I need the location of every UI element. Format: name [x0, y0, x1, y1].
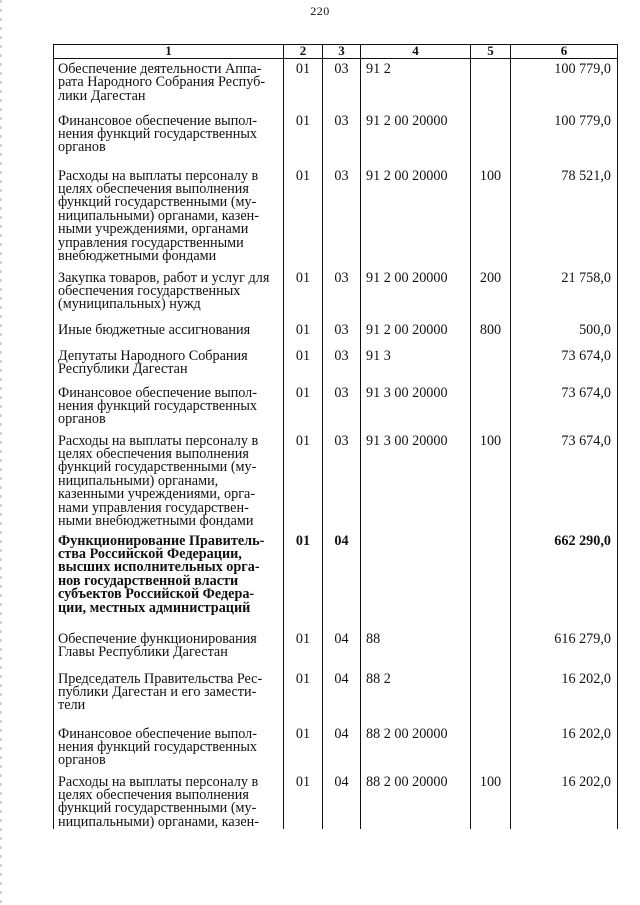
cell-expense-type: 200 [471, 268, 511, 320]
cell-amount: 73 674,0 [511, 431, 618, 531]
cell-section: 01 [284, 669, 323, 724]
cell-amount: 500,0 [511, 320, 618, 346]
row-label: Закупка товаров, работ и услуг для обеспечения государственных (муниципальных) нужд [58, 269, 270, 313]
cell-target-article [361, 531, 471, 629]
row-label: Функционирование Правитель-ства Российской Федерации, высших исполнительных орга-нов государственной власти субъектов Российской Федера-ции, местных администраций [58, 532, 265, 616]
cell-name [54, 268, 284, 320]
cell-subsection: 03 [323, 383, 361, 431]
header-col-1: 1 [54, 45, 284, 59]
cell-target-article: 91 2 00 20000 [361, 111, 471, 166]
cell-subsection: 03 [323, 346, 361, 383]
table-row [54, 268, 618, 320]
row-label: Финансовое обеспечение выпол-нения функций государственных органов [58, 112, 257, 156]
cell-subsection: 04 [323, 772, 361, 830]
budget-table [53, 44, 618, 829]
cell-target-article: 91 2 00 20000 [361, 320, 471, 346]
cell-name [54, 724, 284, 772]
cell-target-article: 91 3 00 20000 [361, 431, 471, 531]
cell-amount: 73 674,0 [511, 383, 618, 431]
table-row [54, 166, 618, 268]
row-label: Обеспечение деятельности Аппа-рата Народного Собрания Респуб-лики Дагестан [58, 61, 266, 104]
cell-target-article: 88 [361, 629, 471, 669]
cell-expense-type [471, 629, 511, 669]
cell-amount: 73 674,0 [511, 346, 618, 383]
table-row [54, 111, 618, 166]
cell-amount: 100 779,0 [511, 59, 618, 111]
row-label: Расходы на выплаты персоналу в целях обеспечения выполнения функций государственными (му-ниципальными) органами, казен- [58, 773, 259, 830]
cell-section: 01 [284, 268, 323, 320]
cell-subsection: 03 [323, 320, 361, 346]
table-header [54, 45, 618, 59]
cell-expense-type: 800 [471, 320, 511, 346]
header-col-5: 5 [471, 45, 511, 59]
table-row [54, 772, 618, 830]
cell-name [54, 166, 284, 268]
cell-target-article: 91 3 [361, 346, 471, 383]
cell-amount: 21 758,0 [511, 268, 618, 320]
cell-target-article: 88 2 00 20000 [361, 772, 471, 830]
cell-name [54, 383, 284, 431]
header-col-3: 3 [323, 45, 361, 59]
row-label: Расходы на выплаты персоналу в целях обеспечения выполнения функций государственными (му-ниципальными) органами, казен-ными учреждениями, органами управления государственными внебюджетными фондами [58, 167, 259, 264]
cell-expense-type [471, 111, 511, 166]
cell-target-article: 91 2 00 20000 [361, 268, 471, 320]
table-row [54, 431, 618, 531]
cell-section: 01 [284, 629, 323, 669]
cell-subsection: 03 [323, 166, 361, 268]
table-row [54, 320, 618, 346]
cell-amount: 16 202,0 [511, 669, 618, 724]
cell-subsection: 03 [323, 111, 361, 166]
row-label: Депутаты Народного Собрания Республики Дагестан [58, 347, 248, 377]
cell-section: 01 [284, 346, 323, 383]
cell-subsection: 03 [323, 431, 361, 531]
cell-amount: 616 279,0 [511, 629, 618, 669]
cell-amount: 78 521,0 [511, 166, 618, 268]
cell-amount: 100 779,0 [511, 111, 618, 166]
cell-expense-type [471, 531, 511, 629]
cell-section: 01 [284, 166, 323, 268]
table-row [54, 669, 618, 724]
row-label: Расходы на выплаты персоналу в целях обеспечения выполнения функций государственными (му-ниципальными) органами, казенными учреждениями, орга-нами управления государствен-ными внебюджетными фондами [58, 432, 259, 529]
row-label: Председатель Правительства Рес-публики Дагестан и его замести-тели [58, 670, 263, 714]
cell-target-article: 88 2 00 20000 [361, 724, 471, 772]
cell-section: 01 [284, 383, 323, 431]
cell-subsection: 04 [323, 724, 361, 772]
cell-section: 01 [284, 431, 323, 531]
cell-section: 01 [284, 724, 323, 772]
cell-expense-type: 100 [471, 431, 511, 531]
cell-name [54, 346, 284, 383]
cell-target-article: 91 3 00 20000 [361, 383, 471, 431]
cell-subsection: 04 [323, 531, 361, 629]
cell-name [54, 59, 284, 111]
cell-expense-type: 100 [471, 166, 511, 268]
row-label: Финансовое обеспечение выпол-нения функций государственных органов [58, 725, 257, 769]
cell-expense-type [471, 669, 511, 724]
cell-subsection: 03 [323, 59, 361, 111]
cell-section: 01 [284, 59, 323, 111]
cell-subsection: 04 [323, 669, 361, 724]
cell-name [54, 431, 284, 531]
cell-section: 01 [284, 320, 323, 346]
row-label: Финансовое обеспечение выпол-нения функций государственных органов [58, 384, 257, 428]
row-label: Обеспечение функционирования Главы Республики Дагестан [58, 630, 257, 660]
cell-subsection: 03 [323, 268, 361, 320]
cell-expense-type [471, 59, 511, 111]
cell-section: 01 [284, 531, 323, 629]
header-row [54, 45, 618, 59]
cell-amount: 16 202,0 [511, 724, 618, 772]
cell-name [54, 320, 284, 346]
cell-target-article: 88 2 [361, 669, 471, 724]
cell-expense-type: 100 [471, 772, 511, 830]
cell-name [54, 669, 284, 724]
cell-expense-type [471, 724, 511, 772]
cell-expense-type [471, 383, 511, 431]
table-row [54, 724, 618, 772]
table-row [54, 531, 618, 629]
cell-name [54, 531, 284, 629]
cell-expense-type [471, 346, 511, 383]
cell-target-article: 91 2 00 20000 [361, 166, 471, 268]
cell-name [54, 772, 284, 830]
table-row [54, 346, 618, 383]
header-col-2: 2 [284, 45, 323, 59]
cell-section: 01 [284, 772, 323, 830]
table-row [54, 629, 618, 669]
header-col-6: 6 [511, 45, 618, 59]
cell-section: 01 [284, 111, 323, 166]
row-label: Иные бюджетные ассигнования [58, 321, 251, 338]
header-col-4: 4 [361, 45, 471, 59]
table-row [54, 383, 618, 431]
cell-subsection: 04 [323, 629, 361, 669]
scan-edge-artifact [0, 0, 2, 905]
cell-amount: 662 290,0 [511, 531, 618, 629]
cell-name [54, 629, 284, 669]
cell-name [54, 111, 284, 166]
cell-amount: 16 202,0 [511, 772, 618, 830]
cell-target-article: 91 2 [361, 59, 471, 111]
table-body [54, 59, 618, 830]
table-row [54, 59, 618, 111]
page-number: 220 [310, 4, 330, 18]
